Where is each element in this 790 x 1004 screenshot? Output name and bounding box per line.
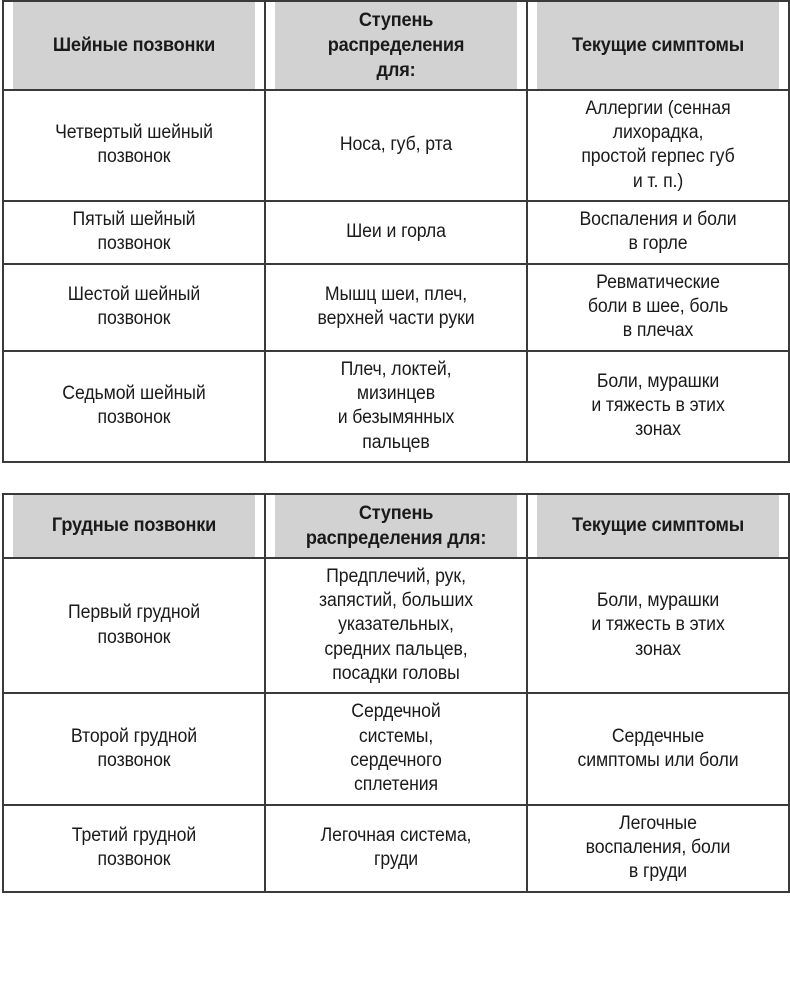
cell-distribution: Легочная система, груди — [274, 805, 518, 892]
table-body — [3, 558, 789, 892]
cell-vertebra: Седьмой шейный позвонок — [12, 351, 256, 462]
table-row — [3, 693, 789, 804]
column-header-symptoms: Текущие симптомы — [536, 494, 780, 558]
column-header-distribution: Ступень распределения для: — [274, 494, 518, 558]
cell-symptoms: Аллергии (сенная лихорадка, простой герпес губ и т. п.) — [536, 90, 780, 201]
table-row — [3, 201, 789, 264]
column-header-vertebra: Шейные позвонки — [12, 1, 256, 90]
table-header — [3, 1, 789, 90]
cell-symptoms: Ревматические боли в шее, боль в плечах — [536, 264, 780, 351]
cell-vertebra: Шестой шейный позвонок — [12, 264, 256, 351]
cell-distribution: Носа, губ, рта — [274, 90, 518, 201]
cell-symptoms: Легочные воспаления, боли в груди — [536, 805, 780, 892]
cell-symptoms: Сердечные симптомы или боли — [536, 693, 780, 804]
table-row — [3, 805, 789, 892]
cell-distribution: Сердечной системы, сердечного сплетения — [274, 693, 518, 804]
table-row — [3, 90, 789, 201]
cell-vertebra: Четвертый шейный позвонок — [12, 90, 256, 201]
table-header — [3, 494, 789, 558]
table-row — [3, 264, 789, 351]
cell-distribution: Плеч, локтей, мизинцев и безымянных пальцев — [274, 351, 518, 462]
cell-distribution: Мышц шеи, плеч, верхней части руки — [274, 264, 518, 351]
table-header-row — [3, 1, 789, 90]
cell-distribution: Шеи и горла — [274, 201, 518, 264]
cervical-vertebrae-table — [2, 0, 790, 463]
column-header-symptoms: Текущие симптомы — [536, 1, 780, 90]
table-gap-divider — [0, 463, 790, 493]
table-row — [3, 351, 789, 462]
cell-symptoms: Боли, мурашки и тяжесть в этих зонах — [536, 558, 780, 694]
cell-vertebra: Третий грудной позвонок — [12, 805, 256, 892]
table-body — [3, 90, 789, 462]
table-row — [3, 558, 789, 694]
cell-distribution: Предплечий, рук, запястий, больших указательных, средних пальцев, посадки головы — [274, 558, 518, 694]
column-header-distribution: Ступень распределения для: — [274, 1, 518, 90]
cell-symptoms: Боли, мурашки и тяжесть в этих зонах — [536, 351, 780, 462]
thoracic-vertebrae-table — [2, 493, 790, 893]
cell-vertebra: Первый грудной позвонок — [12, 558, 256, 694]
column-header-vertebra: Грудные позвонки — [12, 494, 256, 558]
cell-symptoms: Воспаления и боли в горле — [536, 201, 780, 264]
cell-vertebra: Пятый шейный позвонок — [12, 201, 256, 264]
cell-vertebra: Второй грудной позвонок — [12, 693, 256, 804]
table-header-row — [3, 494, 789, 558]
